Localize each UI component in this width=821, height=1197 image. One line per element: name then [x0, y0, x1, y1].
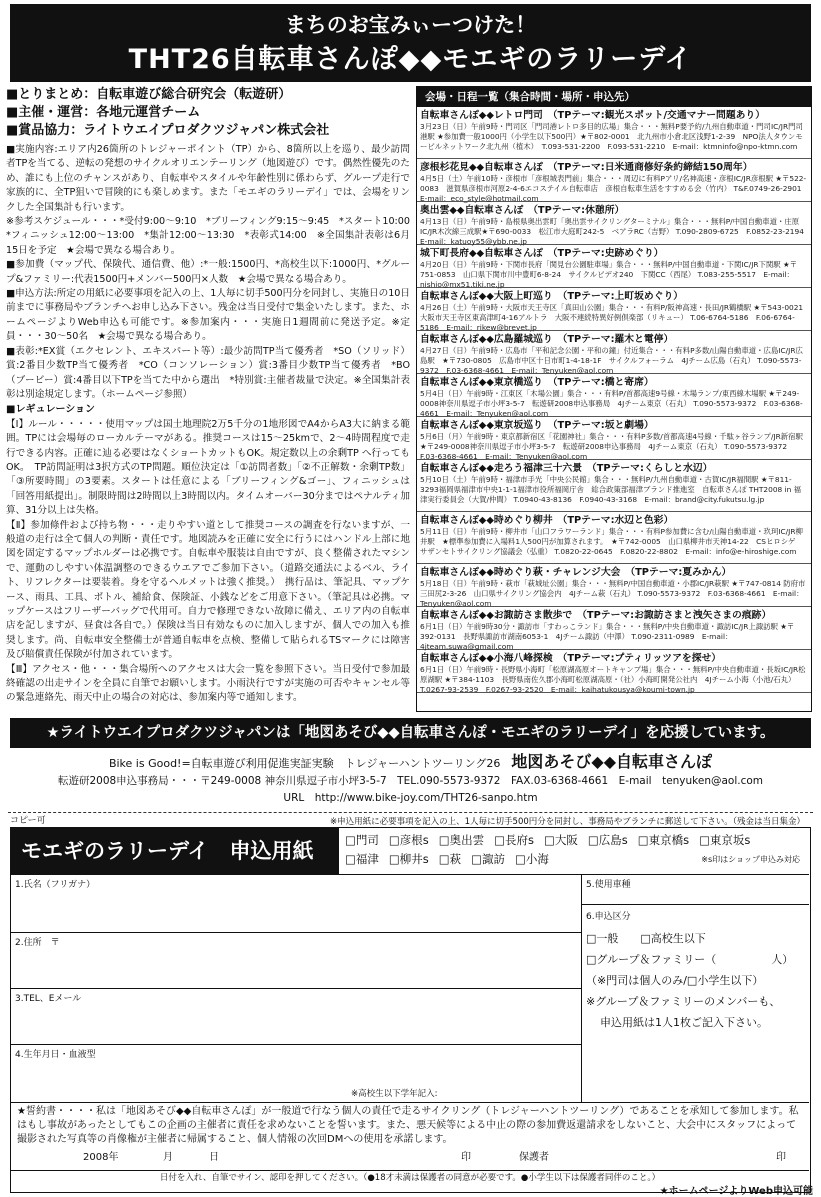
event-detail: 5月6日（月）午前9時・東京都新宿区「花園神社」集合・・・有料P多数/首都高速4号線・千駄ヶ谷ランプ/JR新宿駅 ★〒249-0008神奈川県逗子市小坪3-5-7 転遊研2008申込事務局 4Jチーム東京（石丸） T.090-5573-9372 F.03-6368-4661 E-mail：Tenyuken@aol.com	[420, 432, 803, 461]
form-title: モエギのラリーデイ 申込用紙	[11, 828, 339, 874]
venue-checkbox[interactable]: □福津	[345, 852, 379, 866]
logo-text: 地図あそび◆◆自転車さんぽ	[511, 752, 713, 771]
venue-checkbox[interactable]: □小海	[514, 852, 549, 866]
web-apply-note[interactable]: ★ホームページよりWeb申込可能	[659, 1186, 813, 1197]
event-detail: 3月23日（日）午前9時・門司区「門司港レトロ多目的広場」集合・・・無料P要予約/九州自動車道・門司IC/JR門司港駅 ★参加費一般1000円（小学生以下500円）★〒802-0001 北九州市小倉北区浅野1-2-39 NPO法人タウンモービルネットワーク北九州（植木） T.093-531-2200 F.093-531-2210 E-mail：ktmninfo@npo-ktmn.com	[420, 122, 803, 151]
venue-checkbox[interactable]: □広島s	[587, 833, 628, 847]
event-item	[417, 331, 811, 374]
venue-checkboxes	[345, 831, 810, 869]
website-url[interactable]: URL http://www.bike-joy.com/THT26-sanpo.htm	[283, 792, 538, 804]
event-item	[417, 202, 811, 245]
sign-year: 2008年	[83, 1152, 119, 1163]
category-group-checkbox[interactable]: □グループ＆ファミリー（ 人）	[586, 953, 794, 966]
birthdate-field[interactable]	[11, 1044, 581, 1102]
event-item	[417, 245, 811, 288]
event-detail: 6月1日（日）午前9時・長野県小海町「松原湖高原オートキャンプ場」集合・・・無料P/中央自動車道・長坂IC/JR松原湖駅 ★〒384-1103 長野県南佐久郡小海町松原湖高原・（社）小海町開発公社内 4Jチーム小海（小池/石丸） T.0267-93-2539 F.0267-93-2520 E-mail：kaihatukousya@koumi-town.jp	[420, 665, 806, 694]
venue-checkbox[interactable]: □奥出雲	[438, 833, 485, 847]
event-item	[417, 650, 811, 693]
form-instruction: ※申込用紙に必要事項を記入の上、1人毎に切手500円分を同封し、事務局やブランチに郵送して下さい。（残金は当日集金）	[330, 817, 806, 827]
event-detail: 5月4日（日）午前9時・江東区「木場公園」集合・・・有料P/首都高速9号線・木場ランプ/東西線木場駅 ★〒249-0008神奈川県逗子市小坪3-5-7 転遊研2008申込事務局 4Jチーム東京（石丸） T.090-5573-9372 F.03-6368-4661 E-mail：Tenyuken@aol.com	[420, 389, 803, 418]
banner-title: THT26自転車さんぽ◆◆モエギのラリーデイ	[128, 44, 693, 75]
banner-subtitle: まちのお宝みぃーつけた！	[284, 13, 537, 37]
event-title: 自転車さんぽ◆◆広島羅城巡り （TPテーマ:羅木と電停）	[420, 334, 674, 345]
application-form	[10, 827, 811, 1193]
sponsor-line: ■賞品協力：ライトウエイプロダクツジャパン株式会社	[6, 123, 330, 138]
sign-seal: 印	[461, 1152, 471, 1163]
organizer-line: ■とりまとめ：自転車遊び総合研究会（転遊研）	[6, 87, 292, 102]
venue-checkbox[interactable]: □門司	[345, 833, 379, 847]
signature-instruction: 日付を入れ、自筆でサイン、認印を押してください。（●18才未満は保護者の同意が必要です。●小学生以下は保護者同伴のこと。）	[11, 1170, 809, 1183]
venue-checkbox[interactable]: □諏訪	[471, 852, 505, 866]
event-detail: 4月26日（土）午前9時・大阪市天王寺区「真田山公園」集合・・・有料P/阪神高速・長田/JR鶴橋駅 ★〒543-0021 大阪市天王寺区東高津町4-16アルトラ 大阪不連続特異好例倶楽部（リキュー） T.06-6764-5186 F.06-6764-5186 E-mail：rikew@brevet.jp	[420, 303, 811, 332]
venue-checkbox[interactable]: □東京坂s	[699, 833, 751, 847]
event-item	[417, 417, 811, 460]
event-title: 自転車さんぽ◆◆時めぐり萩・チャレンジ大会 （TPテーマ:夏みかん）	[420, 567, 732, 578]
support-banner: ★ライトウエイプロダクツジャパンは「地図あそび◆◆自転車さんぽ・モエギのラリーデイ」を応援しています。	[10, 718, 811, 748]
guardian-seal: 印	[776, 1152, 786, 1163]
event-title: 自転車さんぽ◆◆東京橋巡り （TPテーマ:橋と寄席）	[420, 377, 654, 388]
event-detail: 5月18日（日）午前9時・萩市「萩城址公園」集合・・・無料P/中国自動車道・小郡IC/JR萩駅 ★〒747-0814 防府市三田尻2-3-26 山口県サイクリング協会内 4Jチーム萩（石丸） T.090-5573-9372 F.03-6368-4661 E-mail：Tenyuken@aol.com	[420, 579, 806, 608]
group-note-1: ※グループ＆ファミリーのメンバーも、	[586, 995, 781, 1008]
rule-1-text: 【Ⅰ】ルール・・・・・使用マップは国土地理院2万5千分の1地形図でA4からA3大に納まる範囲。TPには会場毎のローカルテーマがある。推奨コースは15〜25kmで、2〜4時間程度で走行できる内容。正確に辿る必要はなくショートカットもOK。規定数以上の余剰TP へ行ってもOK。 TP訪問証明は3択方式のTP問題。順位決定は「①訪問者数」「②不正解数・余剰TP数」「③所要時間」の3要素。スタートは任意による「ブリーフィング&ゴー」、フィニッシュは「回答用紙提出」。制限時間は2時間以上3時間以内。タイムオーバー30分まではペナルティ加算、31分以上は失格。	[6, 418, 410, 517]
pledge-text: ★誓約書・・・・私は「地図あそび◆◆自転車さんぽ」が一般道で行なう個人の責任で走るサイクリング（トレジャーハントツーリング）であることを承知して参加します。私はもし事故があったとしてもこの企画の主催者に責任を求めないことを誓います。また、悪天候等による中止の際の参加費返還請求をしないこと、大会中にスタッフによって撮影された写真等の肖像権が主催者に帰属すること、個人情報の次回DMへの使用を承諾します。	[11, 1102, 809, 1149]
event-detail: 4月13日（日）午前9時・島根県奥出雲町「奥出雲サイクリングターミナル」集合・・・無料P/中国自動車道・庄原IC/JR木次線三成駅★〒690-0033 松江市大庭町242-5 ベアラRC（吉野） T.090-2809-6725 F.0852-23-2194 E-mail：katuoy55@ybb.ne.jp	[420, 217, 812, 246]
event-detail: 6月1日（日）午前9時30分・諏訪市「すわっこランド」集合・・・無料P/中央自動車道・諏訪IC/JR上諏訪駅 ★〒392-0131 長野県諏訪市湖南6053-1 4Jチーム諏訪（中澤） T.090-2311-0989 E-mail：4jteam.suwa@gmail.com	[420, 622, 795, 651]
copy-note: コピー可	[10, 816, 46, 826]
event-detail: 5月11日（日）午前9時・柳井市「山口フラワーランド」集合・・・有料P参加費に含む/山陽自動車道・玖珂IC/JR柳井駅 ★標準参加費に入場料1人500円が加算されます。 ★〒742-0005 山口県柳井市天神14-22 CSヒロシゲ サザンセトサイクリング協議会（弘重） T.0820-22-0645 F.0820-22-8802 E-mail：info@e-hiroshige.com	[420, 527, 803, 556]
info-column	[6, 86, 420, 712]
venue-checkbox[interactable]: □彦根s	[388, 833, 429, 847]
event-title: 自転車さんぽ◆◆小海八峰探検 （TPテーマ:プティリッツアを探せ）	[420, 653, 722, 664]
category-highschool-checkbox[interactable]: □高校生以下	[640, 932, 706, 945]
event-list	[416, 86, 812, 712]
event-item	[417, 512, 811, 564]
event-detail: 5月10日（土）午前9時・福津市手光「中央公民館」集合・・・無料P/九州自動車道・古賀IC/JR福間駅 ★〒811-3293福岡県福津市中央1-1-1福津市役所福岡庁舎 総合政策部福津ブランド推進室 自転車さんぽ THT2008 in 福津実行委員会（大賀/仲間） T.0940-43-8136 F.0940-43-3168 E-mail：brand@city.fukutsu.lg.jp	[420, 475, 802, 504]
sign-month: 月	[163, 1152, 173, 1163]
rule-2-text: 【Ⅱ】参加條件および持ち物・・・走りやすい道として推奨コースの調査を行ないますが、一般道の走行は全て個人の判断・責任です。地図読みを正確に安全に行うにはハンドル上部に地図を固定するマップホルダーは必携です。自転車や服装は自由ですが、良く整備されたマシンで、運動のしやすい体温調整のできるウエアでご参加下さい。（道路交通法によるベル、ライト、リフレクターは要装着。身を守るヘルメットは強く推奨。） 携行品は、筆記具、マップケース、雨具、工具、ボトル、補給食、保険証、小銭などをご用意下さい。（筆記具は必携。マップケースはフリーザーバッグで代用可。自力で修理できない故障に備え、エリア内の自転車店を記しますが、昼食は各自で。）保険は当日有効なものに加入しますが、個人での加入も推奨します。尚、自転車安全整備士が普通自転車を点検、整備して貼られるTSマークには障害及び賠償責任保険が付加されています。	[6, 519, 410, 661]
shop-note: ※s印はショップ申込み対応	[701, 855, 800, 864]
event-title: 彦根杉花見◆◆自転車さんぽ （TPテーマ:日米通商修好条約締結150周年）	[420, 162, 753, 173]
event-title: 自転車さんぽ◆◆レトロ門司 （TPテーマ:観光スポット/交通マナー問題あり）	[420, 110, 766, 121]
contact-label: 3.TEL、Eメール	[15, 994, 82, 1004]
event-item	[417, 460, 811, 512]
bike-type-field[interactable]	[581, 874, 809, 904]
rule-3-text: 【Ⅲ】アクセス・他・・・集合場所へのアクセスは大会一覧を参照下さい。当日受付で参加最終確認の出走サインを全員に自筆でお願いします。小雨決行ですが実施の可否やキャンセル等の緊急連絡先、雨天中止の場合の対応は、参加案内等で通知します。	[6, 663, 410, 704]
category-label: 6.申込区分	[586, 912, 631, 922]
fee-text: ■参加費（マップ代、保険代、通信費、他）:*一般:1500円、*高校生以下:1000円、*グループ&ファミリー:代表1500円+メンバー500円×人数 ★会場で異なる場合あり。	[6, 259, 410, 285]
birthdate-label: 4.生年月日・血液型	[15, 1050, 96, 1060]
event-title: 自転車さんぽ◆◆大阪上町巡り （TPテーマ:上町坂めぐり）	[420, 291, 684, 302]
contact-field[interactable]	[11, 988, 581, 1044]
host-line: ■主催・運営：各地元運営チーム	[6, 105, 201, 120]
event-item	[417, 607, 811, 650]
group-note-2: 申込用紙は1人1枚ご記入下さい。	[600, 1016, 768, 1029]
event-title: 城下町長府◆◆自転車さんぽ （TPテーマ:史跡めぐり）	[420, 248, 664, 259]
schedule-text: ※参考スケジュール・・・*受付9:00〜9:10 *ブリーフィング9:15〜9:45 *スタート10:00 *フィニッシュ12:00〜13:00 *集計12:00〜13:30 *表彰式14:00 ※全国集計表彰は6月15日を予定 ★会場で異なる場合あり。	[6, 216, 420, 256]
address-field[interactable]	[11, 932, 581, 988]
secretariat-info	[10, 752, 811, 810]
category-moji-note[interactable]: （※門司は個人のみ/□小学生以下）	[586, 974, 764, 987]
venue-checkbox[interactable]: □長府s	[494, 833, 534, 847]
secretariat-contact: 転遊研2008申込事務局・・・〒249-0008 神奈川県逗子市小坪3-5-7 TEL.090-5573-9372 FAX.03-6368-4661 E-mail tenyuken@aol.com	[57, 775, 764, 787]
regulation-title: ■レギュレーション	[6, 404, 96, 416]
category-general-checkbox[interactable]: □一般	[586, 932, 619, 945]
name-label: 1.氏名（フリガナ）	[15, 880, 96, 890]
venue-checkbox[interactable]: □東京橋s	[637, 833, 690, 847]
event-title: 自転車さんぽ◆◆走ろう福津三十六景 （TPテーマ:くらしと水辺）	[420, 463, 713, 474]
project-name: Bike is Good!=自転車遊び利用促進実証実験 トレジャーハントツーリング26	[108, 757, 501, 770]
event-item	[417, 288, 811, 331]
venue-checkbox[interactable]: □大阪	[543, 833, 578, 847]
title-banner	[10, 4, 811, 82]
event-item	[417, 374, 811, 417]
event-detail: 4月20日（日）午前9時・下関市長府「関見台公園駐車場」集合・・・無料P/中国自動車道・下関IC/JR下関駅 ★〒751-0853 山口県下関市川中豊町6-8-24 サイクルビデオ240 下関CC（西尾） T.083-255-5517 E-mail：nishio@mx51.tiki.ne.jp	[420, 260, 798, 289]
sign-day: 日	[209, 1152, 219, 1163]
event-title: 奥出雲◆◆自転車さんぽ （TPテーマ:休憩所）	[420, 205, 625, 216]
apply-text: ■申込方法:所定の用紙に必要事項を記入の上、1人毎に切手500円分を同封し、実施日の10日前までに事務局やブランチへお申し込み下さい。残金は当日受付で集金いたします。また、ホームページよりWeb申込も可能です。※参加案内・・・実施日1週間前に発送予定。※定員・・・30〜50名 ★会場で異なる場合あり。	[6, 288, 410, 343]
event-title: 自転車さんぽ◆◆お諏訪さま散歩で （TPテーマ:お諏訪さまと洩矢さまの痕跡）	[420, 610, 772, 621]
name-field[interactable]	[11, 874, 581, 932]
overview-text: ■実施内容:エリア内26箇所のトレジャーポイント（TP）から、8箇所以上を巡り、最少訪問者TPを当てる、逆転の発想のサイクルオリエンテーリング（地図遊び）です。偶然性優先のため、誰にも上位のチャンスがあり、自転車やスタイルや年齢性別に係わらず、グループ走行で家族的に、全TP狙いで冒険的にも楽しめます。また「モエギのラリーデイ」では、会場をリンクした全国集計も行います。	[6, 144, 410, 213]
grade-label: ※高校生以下学年記入:	[351, 1089, 438, 1099]
event-detail: 4月27日（日）午前9時・広島市「平和記念公園・平和の鐘」付近集合・・・有料P多数/山陽自動車道・広島IC/JR広島駅 ★〒730-0805 広島市中区十日市町1-4-18-1F サイクルフォーラム 4Jチーム広島（石丸） T.090-5573-9372 F.03-6368-4661 E-mail：Tenyuken@aol.com	[420, 346, 803, 375]
event-title: 自転車さんぽ◆◆東京坂巡り （TPテーマ:坂と劇場）	[420, 420, 654, 431]
event-detail: 4月5日（土）午前10時・彦根市「彦根城表門前」集合・・・周辺に有料Pアリ/名神高速・彦根IC/JR彦根駅 ★〒522-0083 滋賀県彦根市河原2-4-6エコステイル自転車店 彦根自転車生活をすすめる会（竹内） T&F.0749-26-2901 E-mail：eco_style@hotmail.com	[420, 174, 809, 203]
cut-line	[8, 812, 813, 813]
bike-type-label: 5.使用車種	[586, 880, 631, 890]
guardian-label: 保護者	[519, 1152, 549, 1163]
category-field	[581, 904, 809, 1102]
awards-text: ■表彰:*EX賞（エクセレント、エキスパート等）:最少訪問TP当て優秀者 *SO（ソリッド）賞:2番目少数TP当て優秀者 *CO（コンソレーション）賞:3番目少数TP当て優秀者 *BO（ブービー）賞:4番目以下TPを当てた中から選出 *特別賞:主催者裁量で決定。※全国集計表彰は別途規定します。（ホームページ参照）	[6, 345, 410, 400]
venue-checkbox[interactable]: □萩	[438, 852, 462, 866]
event-item	[417, 107, 811, 159]
event-title: 自転車さんぽ◆◆時めぐり柳井 （TPテーマ:水辺と色彩）	[420, 515, 674, 526]
event-item	[417, 564, 811, 607]
venue-checkbox[interactable]: □柳井s	[388, 852, 429, 866]
event-item	[417, 159, 811, 202]
address-label: 2.住所 〒	[15, 938, 60, 948]
event-list-header: 会場・日程一覧（集合時間・場所・申込先）	[417, 87, 811, 107]
